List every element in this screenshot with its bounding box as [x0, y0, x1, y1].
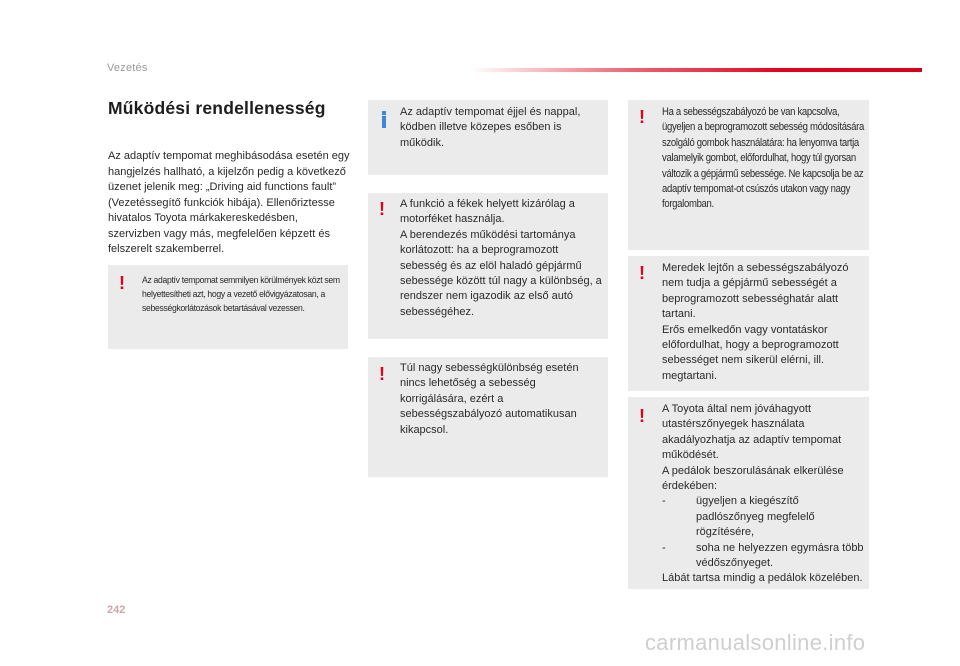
warning-text-driver: Az adaptív tempomat semmilyen körülmények közt sem helyettesítheti azt, hogy a vezető elővigyázatosan, a sebességkorlátozások betartásával vezessen. [142, 275, 340, 314]
exclamation-icon: ! [639, 107, 645, 127]
warning-box-brakes [368, 193, 608, 339]
mats-tail: Lábát tartsa mindig a pedálok közelében. [662, 572, 863, 585]
warning-text-speed-difference: Túl nagy sebességkülönbség esetén nincs lehetőség a sebesség korrigálására, ezért a sebességszabályozó automatikusan kikapcsol. [400, 362, 579, 436]
exclamation-icon: ! [639, 406, 645, 426]
list-dash: - [662, 495, 666, 508]
exclamation-icon: ! [639, 263, 645, 283]
warning-text-brakes: A funkció a fékek helyett kizárólag a motorféket használja. A berendezés működési tartománya korlátozott: ha a beprogramozott sebesség és az elöl haladó gépjármű sebessége között túl nagy a különbség, a rendszer nem igazodik az első autó sebességéhez. [400, 198, 602, 318]
info-text-conditions: Az adaptív tempomat éjjel és nappal, ködben illetve közepes esőben is működik. [400, 106, 581, 149]
intro-paragraph: Az adaptív tempomat meghibásodása esetén egy hangjelzés hallható, a kijelzőn pedig a következő üzenet jelenik meg: „Driving aid functions fault” (Vezetéssegítő funkciók hibája). Ellenőriztesse hivatalos Toyota márkakereskedésben, szervizben vagy más, megfelelően képzett és felszerelt szakemberrel. [108, 150, 350, 255]
info-box-conditions [368, 100, 608, 175]
mats-lead: A Toyota által nem jóváhagyott utastérszőnyegek használata akadályozhatja az adaptív tempomat működését. A pedálok beszorulásának elkerülése érdekében: [662, 403, 844, 493]
mats-item-2: soha ne helyezzen egymásra több védőszőnyeget. [696, 541, 864, 570]
info-icon [382, 111, 386, 128]
page-title: Működési rendellenesség [108, 98, 326, 118]
warning-box-slope [628, 256, 869, 391]
exclamation-icon: ! [379, 199, 385, 219]
warning-text-slope: Meredek lejtőn a sebességszabályozó nem tudja a gépjármű sebességét a beprogramozott sebességhatár alatt tartani. Erős emelkedőn vagy vontatáskor előfordulhat, hogy a beprogramozott sebességet nem sikerül elérni, ill. megtartani. [662, 262, 849, 382]
warning-text-floor-mats [662, 402, 866, 587]
warning-box-driver [108, 265, 348, 349]
warning-box-speed-difference [368, 357, 608, 477]
warning-text-buttons: Ha a sebességszabályozó be van kapcsolva, ügyeljen a beprogramozott sebesség módosítására szolgáló gombok használatára: ha lenyomva tartja valamelyik gombot, előfordulhat, hogy túl gyorsan változik a gépjármű sebessége. Ne kapcsolja be az adaptív tempomat-ot csúszós utakon vagy nagy forgalomban. [662, 106, 864, 211]
exclamation-icon: ! [119, 273, 125, 293]
header-rule [470, 68, 922, 72]
mats-item-1: ügyeljen a kiegészítő padlószőnyeg megfelelő rögzítésére, [696, 495, 815, 539]
section-header: Vezetés [107, 62, 148, 74]
warning-box-buttons [628, 100, 869, 250]
list-dash: - [662, 541, 666, 554]
exclamation-icon: ! [379, 364, 385, 384]
warning-box-floor-mats [628, 397, 869, 589]
page-number: 242 [107, 604, 126, 616]
watermark: carmanualsonline.info [645, 630, 866, 655]
list-item [662, 494, 866, 540]
list-item [662, 541, 866, 572]
